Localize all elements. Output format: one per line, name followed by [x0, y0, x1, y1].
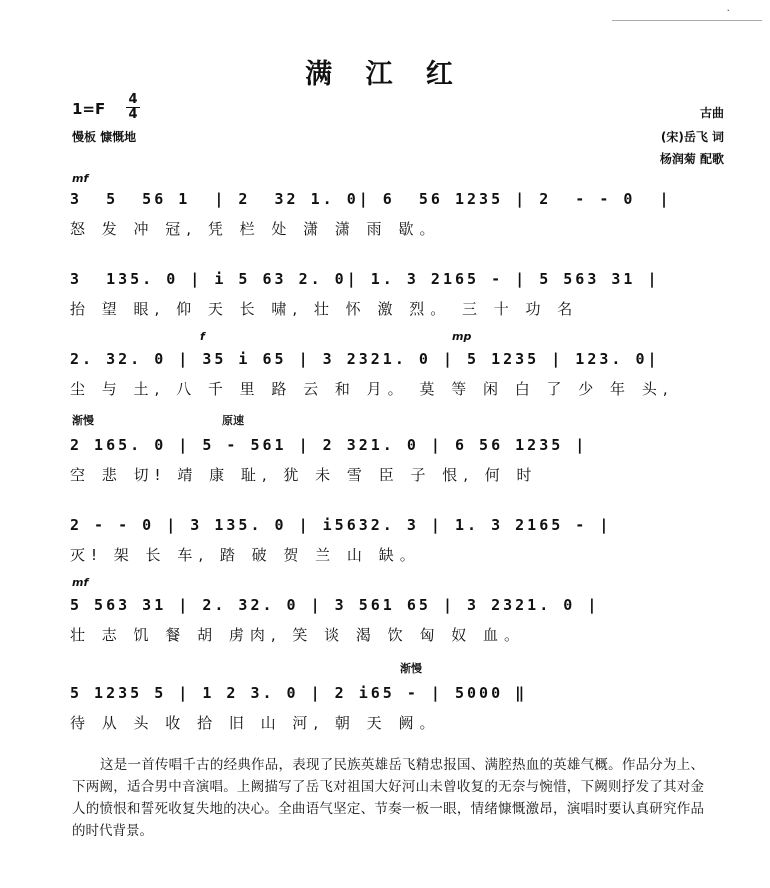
time-sig-bottom: 4 — [126, 107, 140, 122]
lyrics-row-2: 抬 望 眼, 仰 天 长 啸, 壮 怀 激 烈。 三 十 功 名 — [70, 300, 579, 318]
description-paragraph: 这是一首传唱千古的经典作品，表现了民族英雄岳飞精忠报国、满腔热血的英雄气概。作品分为上、下两阙，适合男中音演唱。上阙描写了岳飞对祖国大好河山未曾收复的无奈与惋惜，下阙则抒发了其对金人的愤恨和誓死收复失地的决心。全曲语气坚定、节奏一板一眼，情绪慷慨激昂，演唱时要认真研究作品的时代背景。 — [72, 757, 704, 839]
header-rule — [612, 0, 762, 21]
key-signature: 1=F — [72, 100, 106, 118]
tempo-marking: 慢板 慷慨地 — [72, 130, 137, 144]
lyrics-row-3: 尘 与 土, 八 千 里 路 云 和 月。 莫 等 闲 白 了 少 年 头, — [70, 380, 674, 398]
credit-arranger: 杨润菊 配歌 — [659, 152, 724, 166]
tempo-slowing-1: 渐慢 — [72, 414, 94, 427]
notation-row-4: 2 165. 0 | 5 - 561 | 2 321. 0 | 6 56 1235 | — [70, 436, 588, 454]
song-title: 满 江 红 — [305, 59, 465, 90]
notation-row-3: 2. 32. 0 | 35 i 65 | 3 2321. 0 | 5 1235 | 123. 0| — [70, 350, 660, 368]
tempo-original: 原速 — [222, 414, 244, 427]
dynamic-mp: mp — [452, 330, 472, 343]
lyrics-row-5: 灭! 架 长 车, 踏 破 贺 兰 山 缺。 — [70, 546, 421, 564]
notation-row-7: 5 1235 5 | 1 2 3. 0 | 2 i65 - | 5000 ‖ — [70, 684, 528, 702]
credit-origin: 古曲 — [699, 106, 724, 120]
time-signature — [126, 93, 140, 122]
notation-row-6: 5 563 31 | 2. 32. 0 | 3 561 65 | 3 2321. 0 | — [70, 596, 600, 614]
time-sig-top: 4 — [128, 92, 138, 107]
dynamic-f: f — [200, 330, 205, 343]
lyrics-row-6: 壮 志 饥 餐 胡 虏肉, 笑 谈 渴 饮 匈 奴 血。 — [70, 626, 525, 644]
tempo-slowing-2: 渐慢 — [400, 662, 422, 675]
credit-lyricist: (宋)岳飞 词 — [660, 130, 724, 144]
lyrics-row-4: 空 悲 切! 靖 康 耻, 犹 未 雪 臣 子 恨, 何 时 — [70, 466, 538, 484]
lyrics-row-1: 怒 发 冲 冠, 凭 栏 处 潇 潇 雨 歇。 — [70, 220, 441, 238]
notation-row-5: 2 - - 0 | 3 135. 0 | i5632. 3 | 1. 3 2165 - | — [70, 516, 612, 534]
lyrics-row-7: 待 从 头 收 拾 旧 山 河, 朝 天 阙。 — [70, 714, 441, 732]
dynamic-mf-2: mf — [72, 576, 89, 589]
notation-row-2: 3 135. 0 | i 5 63 2. 0| 1. 3 2165 - | 5 563 31 | — [70, 270, 660, 288]
dynamic-mf: mf — [72, 172, 89, 185]
running-header: · — [726, 4, 730, 17]
notation-row-1: 3 5 56 1 | 2 32 1. 0| 6 56 1235 | 2 - - 0 | — [70, 190, 672, 208]
